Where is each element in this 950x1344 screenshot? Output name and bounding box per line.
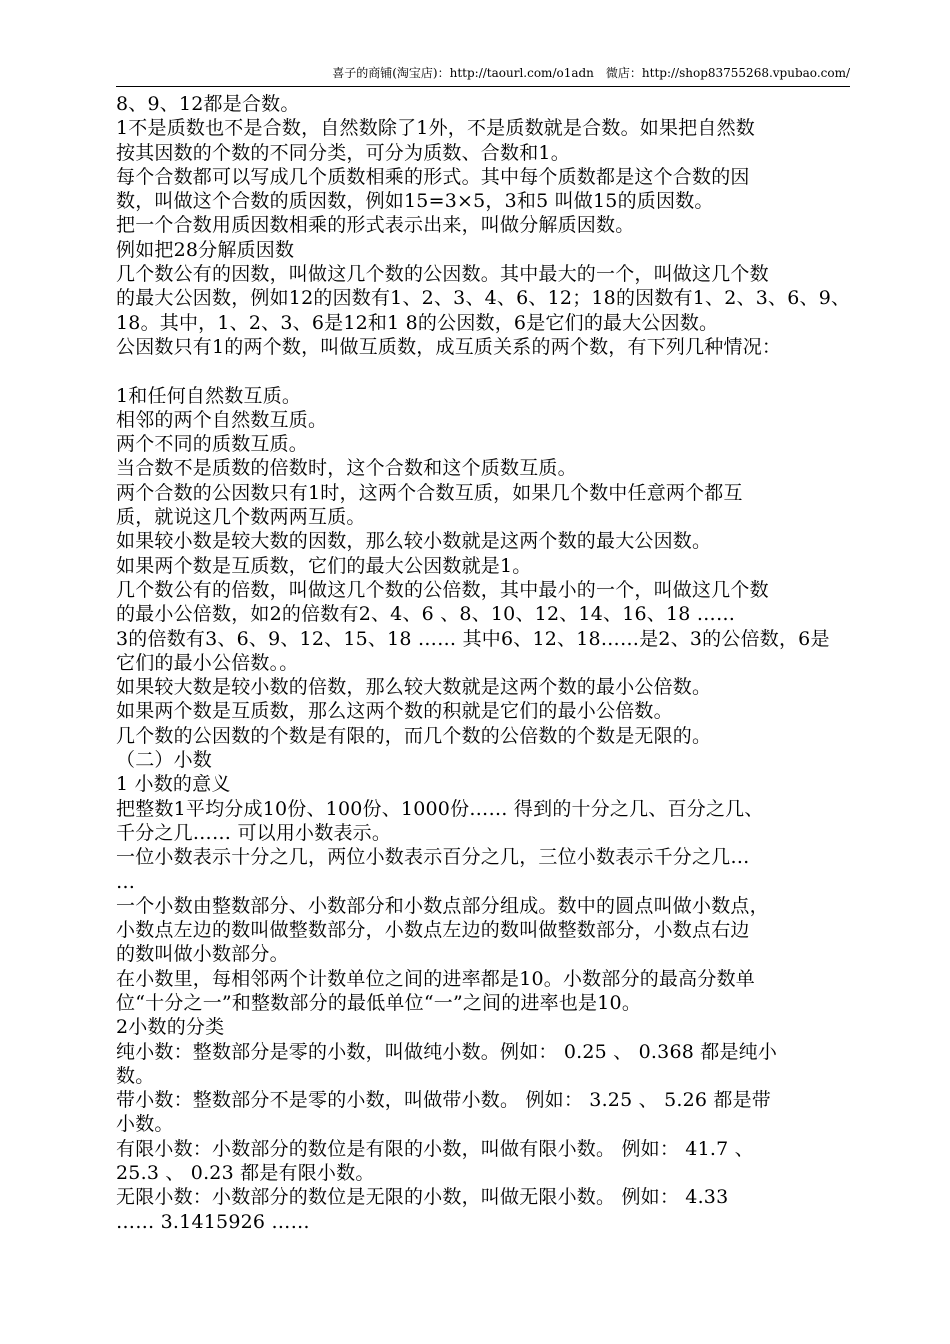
text-line: 纯小数：整数部分是零的小数，叫做纯小数。例如： 0.25 、 0.368 都是纯小 xyxy=(116,1040,778,1063)
text-line: 把整数1平均分成10份、100份、1000份…… 得到的十分之几、百分之几、 xyxy=(116,797,764,820)
text-line: 数。 xyxy=(116,1064,155,1087)
text-line: 如果较大数是较小数的倍数，那么较大数就是这两个数的最小公倍数。 xyxy=(116,676,712,699)
text-line: 小数。 xyxy=(116,1113,174,1136)
text-line: 1和任何自然数互质。 xyxy=(116,384,302,407)
text-line: 当合数不是质数的倍数时，这个合数和这个质数互质。 xyxy=(116,457,577,480)
text-line: … xyxy=(116,870,136,893)
section-heading: （二）小数 xyxy=(116,749,213,772)
text-line: 一位小数表示十分之几，两位小数表示百分之几，三位小数表示千分之几… xyxy=(116,846,750,869)
text-line: 的数叫做小数部分。 xyxy=(116,943,289,966)
page-header xyxy=(116,64,850,87)
text-line: 3的倍数有3、6、9、12、15、18 …… 其中6、12、18……是2、3的公倍数，6是 xyxy=(116,627,830,650)
text-line: 如果两个数是互质数，它们的最大公因数就是1。 xyxy=(116,554,532,577)
text-line: 一个小数由整数部分、小数部分和小数点部分组成。数中的圆点叫做小数点， xyxy=(116,894,769,917)
text-line: 质，就说这几个数两两互质。 xyxy=(116,506,366,529)
subsection-heading: 2小数的分类 xyxy=(116,1016,225,1039)
text-line: 几个数的公因数的个数是有限的，而几个数的公倍数的个数是无限的。 xyxy=(116,724,712,747)
text-line: 小数点左边的数叫做整数部分，小数点左边的数叫做整数部分，小数点右边 xyxy=(116,919,750,942)
text-line: 相邻的两个自然数互质。 xyxy=(116,408,328,431)
text-line: 两个不同的质数互质。 xyxy=(116,433,309,456)
header-text: 喜子的商铺(淘宝店)：http://taourl.com/o1adn 微店：http://shop83755268.vpubao.com/ xyxy=(332,66,850,80)
text-line: 如果两个数是互质数，那么这两个数的积就是它们的最小公倍数。 xyxy=(116,700,673,723)
text-line: 1不是质数也不是合数，自然数除了1外，不是质数就是合数。如果把自然数 xyxy=(116,117,755,140)
text-line: 无限小数：小数部分的数位是无限的小数，叫做无限小数。 例如： 4.33 xyxy=(116,1186,729,1209)
text-line: 8、9、12都是合数。 xyxy=(116,93,300,115)
text-line: 几个数公有的因数，叫做这几个数的公因数。其中最大的一个，叫做这几个数 xyxy=(116,263,769,286)
text-line: 18。其中，1、2、3、6是12和1 8的公因数，6是它们的最大公因数。 xyxy=(116,311,719,334)
text-line: 的最小公倍数，如2的倍数有2、4、6 、8、10、12、14、16、18 …… xyxy=(116,603,736,626)
text-line: 的最大公因数，例如12的因数有1、2、3、4、6、12；18的因数有1、2、3、6、9、 xyxy=(116,287,851,310)
text-line: 例如把28分解质因数 xyxy=(116,238,295,261)
text-line: 它们的最小公倍数。。 xyxy=(116,651,299,674)
text-line: …… 3.1415926 …… xyxy=(116,1210,310,1233)
text-line: 带小数：整数部分不是零的小数，叫做带小数。 例如： 3.25 、 5.26 都是带 xyxy=(116,1089,772,1112)
text-line: 公因数只有1的两个数，叫做互质数，成互质关系的两个数，有下列几种情况： xyxy=(116,335,782,358)
text-line: 在小数里，每相邻两个计数单位之间的进率都是10。小数部分的最高分数单 xyxy=(116,967,755,990)
text-line: 几个数公有的倍数，叫做这几个数的公倍数，其中最小的一个，叫做这几个数 xyxy=(116,578,769,601)
text-line: 按其因数的个数的不同分类，可分为质数、合数和1。 xyxy=(116,141,570,164)
text-line: 25.3 、 0.23 都是有限小数。 xyxy=(116,1162,375,1185)
text-line: 位“十分之一”和整数部分的最低单位“一”之间的进率也是10。 xyxy=(116,991,642,1014)
text-line: 有限小数：小数部分的数位是有限的小数，叫做有限小数。 例如： 41.7 、 xyxy=(116,1137,754,1160)
text-line: 把一个合数用质因数相乘的形式表示出来，叫做分解质因数。 xyxy=(116,214,635,237)
text-line: 两个合数的公因数只有1时，这两个合数互质，如果几个数中任意两个都互 xyxy=(116,481,743,504)
text-line: 千分之几…… 可以用小数表示。 xyxy=(116,821,392,844)
blank-line xyxy=(116,359,854,383)
text-line: 如果较小数是较大数的因数，那么较小数就是这两个数的最大公因数。 xyxy=(116,530,712,553)
subsection-heading: 1 小数的意义 xyxy=(116,773,231,796)
text-line: 数，叫做这个合数的质因数，例如15=3×5，3和5 叫做15的质因数。 xyxy=(116,190,714,213)
text-line: 每个合数都可以写成几个质数相乘的形式。其中每个质数都是这个合数的因 xyxy=(116,165,750,188)
document-body xyxy=(116,92,854,1234)
